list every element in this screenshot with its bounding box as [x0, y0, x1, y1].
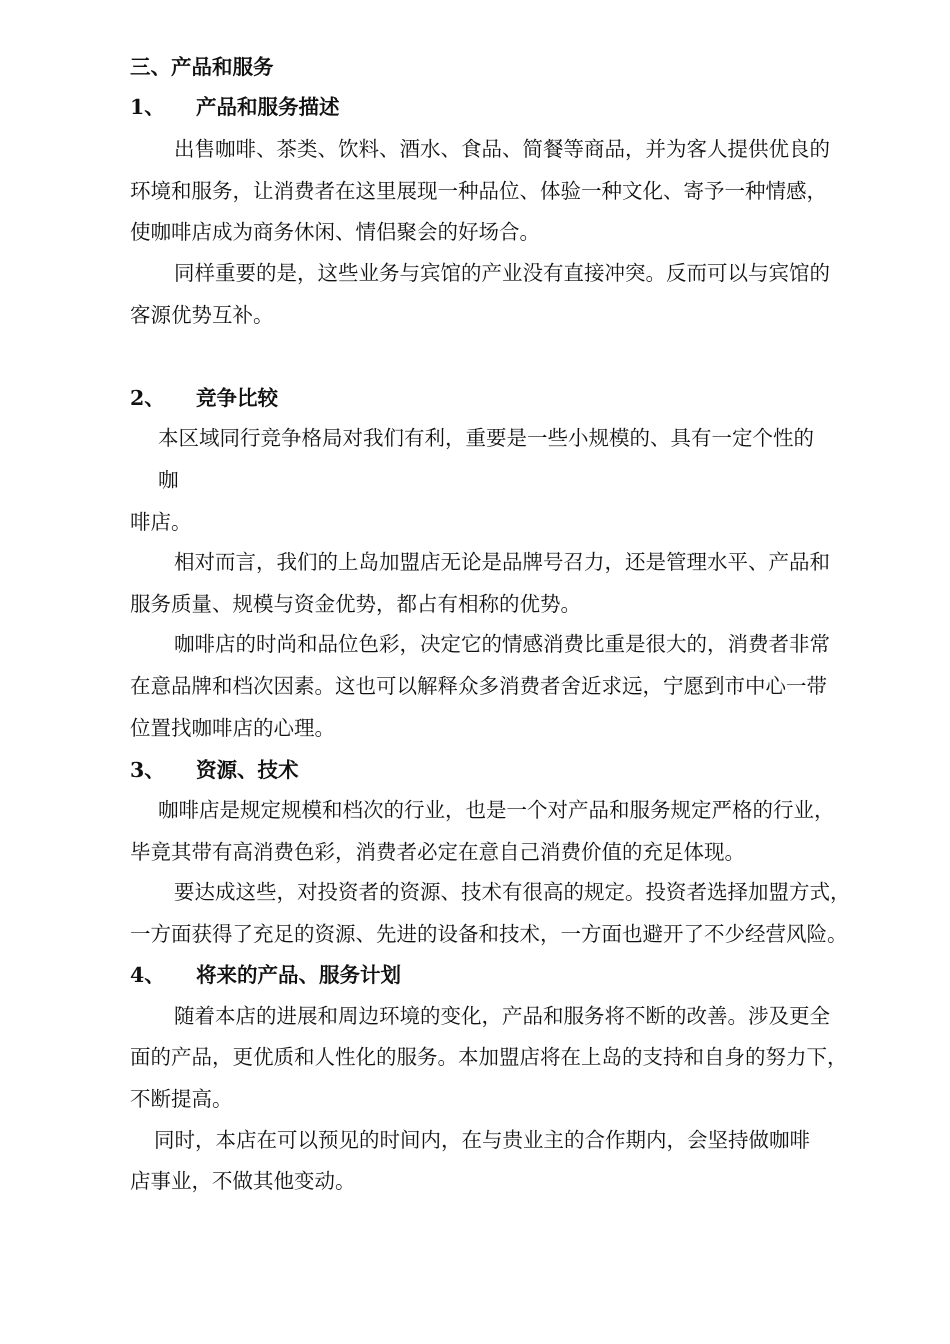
section-title: 三、产品和服务 — [130, 55, 274, 79]
paragraph-line: 环境和服务，让消费者在这里展现一种品位、体验一种文化、寄予一种情感， — [130, 179, 827, 203]
section-4-title: 将来的产品、服务计划 — [196, 963, 401, 987]
section-4-number: 4、 — [130, 963, 165, 987]
section-3-heading — [130, 756, 299, 784]
paragraph-line: 店事业，不做其他变动。 — [130, 1169, 356, 1193]
section-1-title: 产品和服务描述 — [196, 95, 340, 119]
section-1-number: 1、 — [130, 95, 165, 119]
section-2-number: 2、 — [130, 386, 165, 410]
section-3-title: 资源、技术 — [196, 758, 299, 782]
paragraph-line: 咖啡店的时尚和品位色彩，决定它的情感消费比重是很大的，消费者非常 — [174, 632, 830, 656]
paragraph-line: 咖 — [158, 468, 179, 492]
paragraph-line: 服务质量、规模与资金优势，都占有相称的优势。 — [130, 592, 581, 616]
paragraph-line: 啡店。 — [130, 510, 192, 534]
paragraph-line: 本区域同行竞争格局对我们有利，重要是一些小规模的、具有一定个性的 — [158, 426, 814, 450]
paragraph-line: 不断提高。 — [130, 1087, 233, 1111]
section-4-heading — [130, 961, 401, 989]
paragraph-line: 同时，本店在可以预见的时间内，在与贵业主的合作期内，会坚持做咖啡 — [154, 1128, 810, 1152]
paragraph-line: 相对而言，我们的上岛加盟店无论是品牌号召力，还是管理水平、产品和 — [174, 550, 830, 574]
paragraph-line: 面的产品，更优质和人性化的服务。本加盟店将在上岛的支持和自身的努力下， — [130, 1045, 848, 1069]
paragraph-line: 位置找咖啡店的心理。 — [130, 716, 335, 740]
paragraph-line: 客源优势互补。 — [130, 303, 274, 327]
paragraph-line: 毕竟其带有高消费色彩，消费者必定在意自己消费价值的充足体现。 — [130, 840, 745, 864]
paragraph-line: 使咖啡店成为商务休闲、情侣聚会的好场合。 — [130, 220, 540, 244]
section-2-title: 竞争比较 — [196, 386, 278, 410]
paragraph-line: 一方面获得了充足的资源、先进的设备和技术，一方面也避开了不少经营风险。 — [130, 922, 848, 946]
paragraph-line: 要达成这些，对投资者的资源、技术有很高的规定。投资者选择加盟方式， — [174, 880, 851, 904]
section-1-heading — [130, 93, 340, 121]
paragraph-line: 出售咖啡、茶类、饮料、酒水、食品、简餐等商品，并为客人提供优良的 — [174, 137, 830, 161]
paragraph-line: 咖啡店是规定规模和档次的行业，也是一个对产品和服务规定严格的行业， — [158, 798, 835, 822]
section-3-number: 3、 — [130, 758, 165, 782]
section-2-heading — [130, 384, 278, 412]
paragraph-line: 随着本店的进展和周边环境的变化，产品和服务将不断的改善。涉及更全 — [174, 1004, 830, 1028]
paragraph-line: 在意品牌和档次因素。这也可以解释众多消费者舍近求远，宁愿到市中心一带 — [130, 674, 827, 698]
paragraph-line: 同样重要的是，这些业务与宾馆的产业没有直接冲突。反而可以与宾馆的 — [174, 261, 830, 285]
